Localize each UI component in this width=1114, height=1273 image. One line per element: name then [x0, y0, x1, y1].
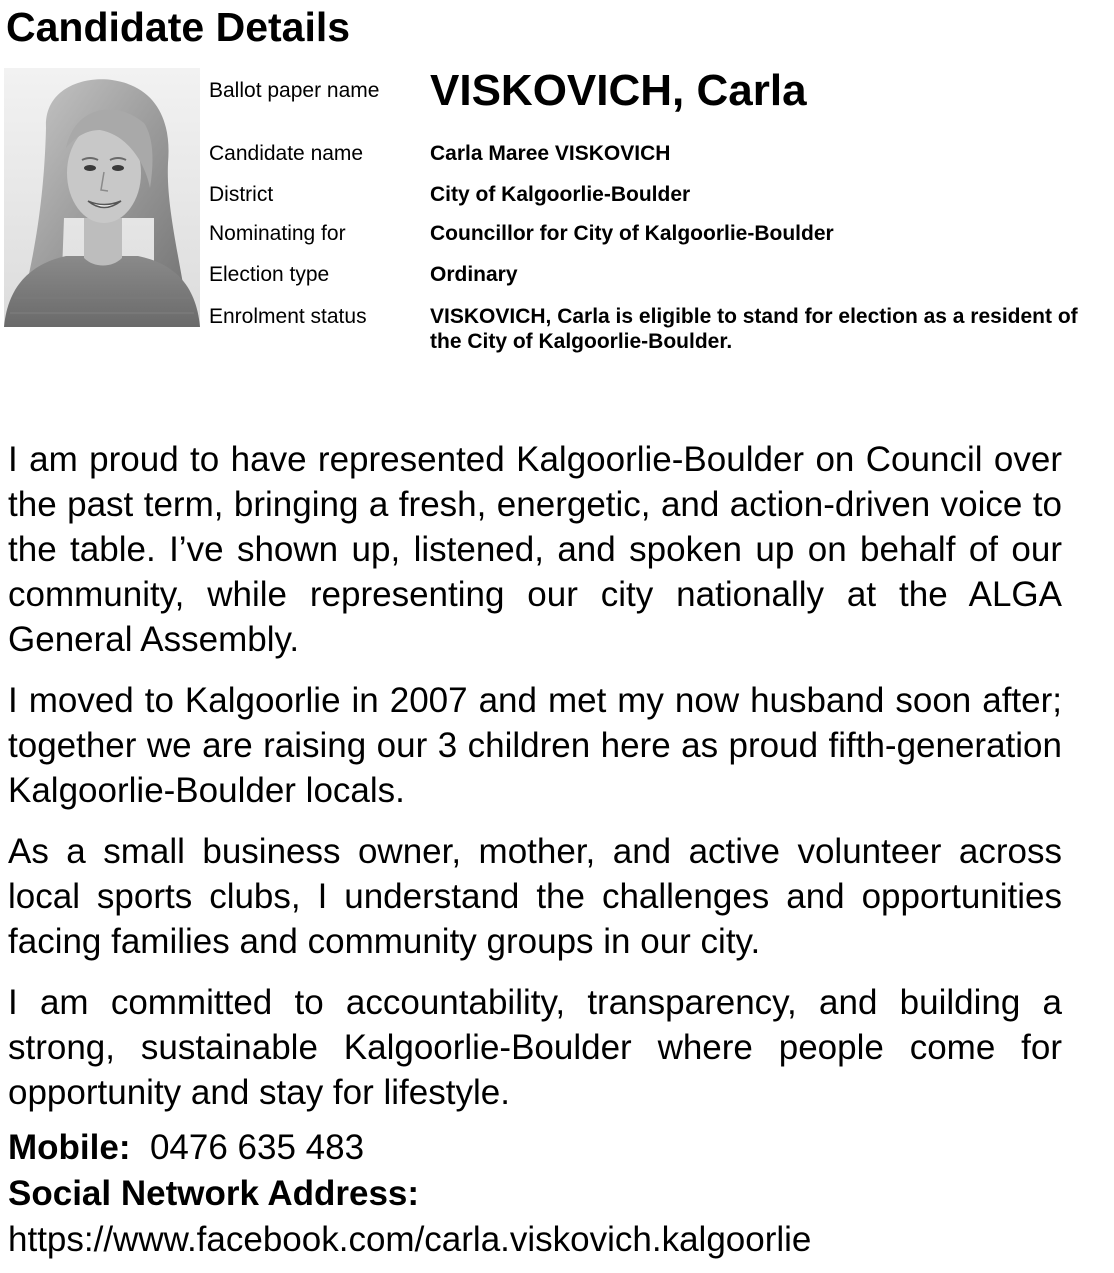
mobile-label: Mobile:: [8, 1128, 131, 1167]
candidate-photo: [4, 68, 200, 327]
district-label: District: [209, 183, 274, 206]
statement-paragraph: I am proud to have represented Kalgoorlie-Boulder on Council over the past term, bringing a fresh, energetic, and action-driven voice to the table. I’ve shown up, listened, and spoken up on behalf of our community, while representing our city nationally at the ALGA General Assembly.: [8, 440, 1062, 659]
mobile-line: [8, 1125, 811, 1171]
social-network-label: Social Network Address:: [8, 1174, 420, 1213]
election-type-value: Ordinary: [430, 263, 518, 286]
nominating-for-label: Nominating for: [209, 222, 346, 245]
statement-paragraph: As a small business owner, mother, and active volunteer across local sports clubs, I understand the challenges and opportunities facing families and community groups in our city.: [8, 832, 1062, 961]
statement-paragraph: I moved to Kalgoorlie in 2007 and met my now husband soon after; together we are raising our 3 children here as proud fifth-generation Kalgoorlie-Boulder locals.: [8, 681, 1062, 810]
enrolment-status-value: VISKOVICH, Carla is eligible to stand for election as a resident of the City of Kalgoorlie-Boulder.: [430, 305, 1078, 353]
candidate-statement: [8, 437, 1062, 1131]
candidate-name-value: Carla Maree VISKOVICH: [430, 142, 671, 165]
candidate-name-label: Candidate name: [209, 142, 364, 165]
ballot-name-value: VISKOVICH, Carla: [430, 66, 807, 115]
social-network-link[interactable]: https://www.facebook.com/carla.viskovich.kalgoorlie: [8, 1220, 812, 1259]
statement-paragraph: I am committed to accountability, transparency, and building a strong, sustainable Kalgoorlie-Boulder where people come for opportunity and stay for lifestyle.: [8, 983, 1062, 1112]
candidate-portrait-photo-icon: [4, 68, 200, 327]
enrolment-status-label: Enrolment status: [209, 305, 367, 328]
ballot-name-label: Ballot paper name: [209, 79, 380, 102]
district-value: City of Kalgoorlie-Boulder: [430, 183, 691, 206]
page-title: Candidate Details: [6, 4, 351, 50]
contact-details: [8, 1125, 811, 1263]
nominating-for-value: Councillor for City of Kalgoorlie-Boulder: [430, 222, 834, 245]
mobile-value: 0476 635 483: [149, 1128, 365, 1167]
election-type-label: Election type: [209, 263, 330, 286]
